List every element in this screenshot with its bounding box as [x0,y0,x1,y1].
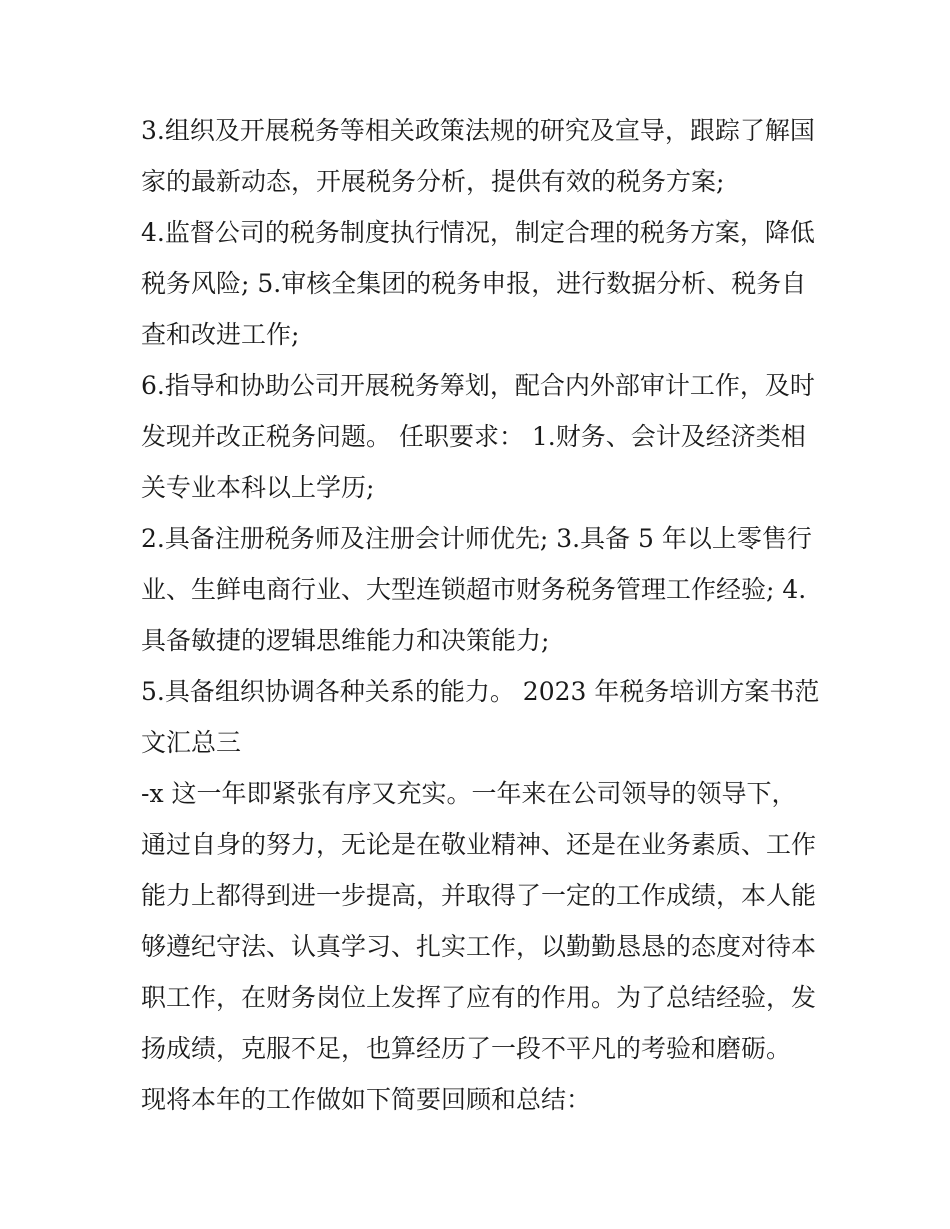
text-line: 文汇总三 [141,728,242,757]
text-line: 能力上都得到进一步提高，并取得了一定的工作成绩，本人能 [141,881,817,910]
text-line: 够遵纪守法、认真学习、扎实工作，以勤勤恳恳的态度对待本 [141,932,817,961]
text-line: 税务风险; 5.审核全集团的税务申报，进行数据分析、税务自 [141,269,807,298]
text-line: 扬成绩，克服不足，也算经历了一段不平凡的考验和磨砺。 [141,1034,792,1063]
text-line: 2.具备注册税务师及注册会计师优先; 3.具备 5 年以上零售行 [141,524,812,553]
text-line: 家的最新动态，开展税务分析，提供有效的税务方案; [141,167,725,196]
text-line: 6.指导和协助公司开展税务筹划，配合内外部审计工作，及时 [141,371,815,400]
text-line: 业、生鲜电商行业、大型连锁超市财务税务管理工作经验; 4. [141,575,807,604]
text-line: 通过自身的努力，无论是在敬业精神、还是在业务素质、工作 [141,830,817,859]
text-line: 3.组织及开展税务等相关政策法规的研究及宣导，跟踪了解国 [141,116,815,145]
text-line: 具备敏捷的逻辑思维能力和决策能力; [141,626,550,655]
text-line: -x 这一年即紧张有序又充实。一年来在公司领导的领导下， [141,779,797,808]
text-line: 发现并改正税务问题。 任职要求： 1.财务、会计及经济类相 [141,422,806,451]
text-line: 现将本年的工作做如下简要回顾和总结： [141,1085,592,1114]
document-body [141,105,821,1125]
text-line: 查和改进工作; [141,320,300,349]
text-line: 关专业本科以上学历; [141,473,375,502]
text-line: 职工作，在财务岗位上发挥了应有的作用。为了总结经验，发 [141,983,817,1012]
text-line: 5.具备组织协调各种关系的能力。 2023 年税务培训方案书范 [141,677,820,706]
text-line: 4.监督公司的税务制度执行情况，制定合理的税务方案，降低 [141,218,815,247]
